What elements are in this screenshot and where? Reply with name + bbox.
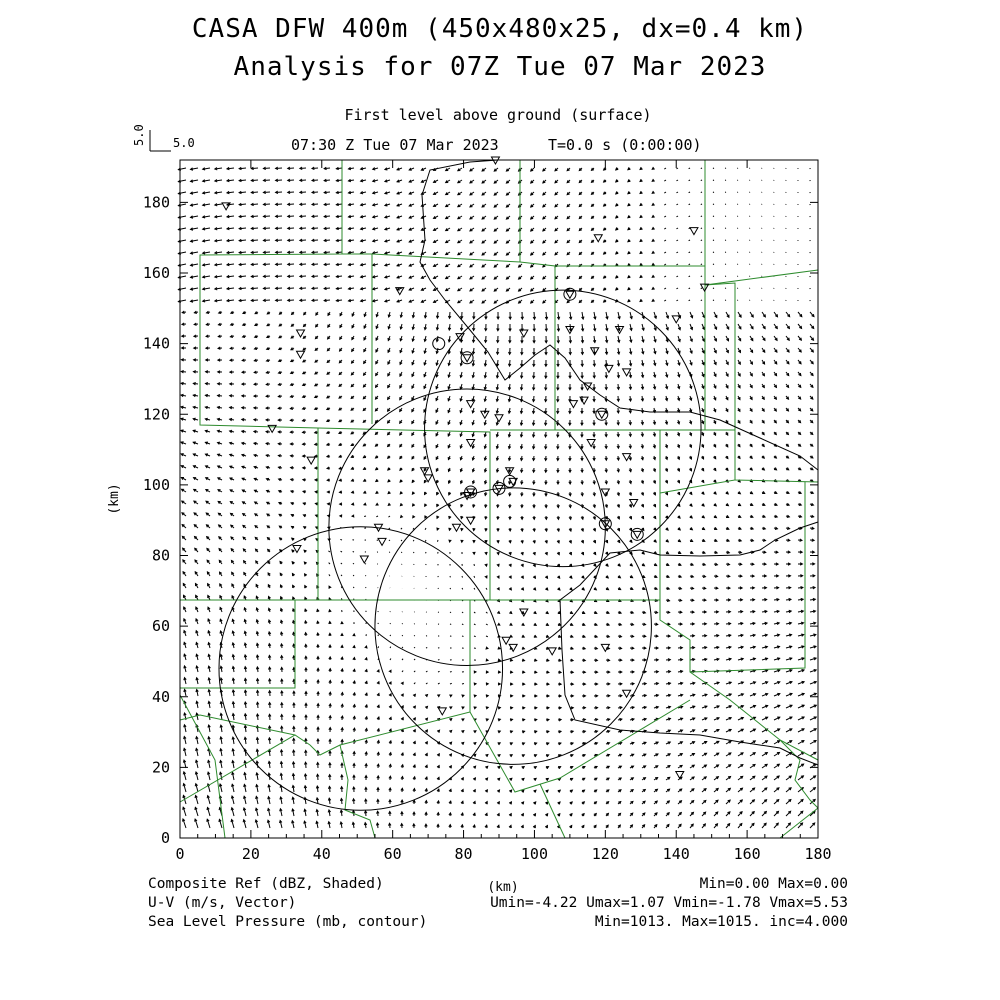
wind-vector: [474, 624, 476, 625]
wind-vector: [713, 276, 714, 277]
wind-vector: [676, 168, 678, 169]
wind-vector: [341, 575, 342, 576]
wind-vector: [689, 204, 690, 205]
wind-vector: [414, 647, 415, 648]
wind-vector: [701, 264, 702, 265]
wind-vector: [701, 240, 702, 241]
wind-vector: [474, 588, 475, 590]
wind-vector: [340, 539, 342, 540]
wind-vector-head: [485, 564, 487, 567]
elapsed-label: T=0.0 s (0:00:00): [548, 136, 702, 154]
wind-vector: [713, 168, 714, 169]
wind-vector: [701, 204, 702, 205]
wind-vector: [402, 635, 403, 636]
wind-vector: [664, 276, 666, 277]
wind-vector-field: [178, 167, 816, 828]
wind-vector: [462, 588, 463, 589]
wind-vector: [689, 276, 690, 277]
wind-vector: [414, 635, 415, 636]
wind-vector-head: [485, 575, 487, 578]
wind-vector: [413, 552, 414, 553]
wind-vector: [414, 671, 415, 672]
wind-vector: [676, 192, 678, 193]
wind-vector-head: [365, 646, 367, 649]
wind-vector-head: [364, 503, 367, 505]
wind-vector-head: [498, 647, 501, 649]
wind-vector: [353, 563, 354, 564]
wind-vector: [365, 575, 366, 576]
wind-vector: [328, 551, 330, 552]
wind-vector: [353, 575, 354, 576]
wind-vector: [701, 276, 702, 277]
wind-vector-head: [485, 647, 488, 649]
wind-vector: [401, 540, 402, 541]
wind-vector: [486, 612, 487, 613]
time-label: 07:30 Z Tue 07 Mar 2023: [291, 136, 499, 154]
wind-vector-head: [449, 695, 452, 697]
wind-vector-head: [437, 527, 439, 530]
wind-vector: [378, 646, 379, 648]
wind-vector: [713, 180, 714, 181]
wind-vector: [414, 683, 415, 684]
wind-vector: [486, 624, 488, 625]
wind-vector: [390, 658, 391, 660]
wind-vector: [664, 240, 666, 241]
wind-vector: [425, 528, 426, 530]
wind-vector-head: [352, 515, 354, 517]
wind-vector: [713, 192, 714, 193]
wind-vector: [474, 612, 475, 613]
wind-vector: [462, 624, 463, 625]
wind-vector: [414, 659, 415, 660]
wind-vector: [713, 216, 714, 217]
wind-vector: [713, 252, 714, 253]
vector-key-vertical-label: 5.0: [132, 124, 146, 146]
wind-vector: [389, 540, 390, 541]
wind-vector: [402, 659, 403, 660]
wind-vector: [413, 540, 414, 541]
wind-vector: [329, 574, 330, 576]
wind-vector-head: [461, 707, 464, 709]
wind-vector: [462, 576, 463, 578]
wind-vector: [676, 216, 678, 217]
vector-key-horizontal-label: 5.0: [173, 136, 195, 150]
wind-vector: [438, 671, 440, 672]
wind-vector: [713, 288, 714, 289]
level-label: First level above ground (surface): [344, 106, 652, 124]
wind-vector: [689, 192, 690, 193]
wind-vector: [450, 683, 452, 684]
wind-vector: [701, 300, 702, 301]
wind-vector: [450, 588, 451, 589]
wind-vector: [486, 588, 487, 590]
wind-vector: [689, 240, 690, 241]
wind-vector: [689, 168, 690, 169]
wind-vector: [676, 180, 678, 181]
wind-vector: [701, 228, 702, 229]
wind-vector: [713, 264, 714, 265]
wind-vector: [701, 168, 702, 169]
wind-vector: [401, 528, 402, 529]
wind-vector: [664, 252, 666, 253]
wind-vector: [701, 288, 702, 289]
wind-vector: [329, 563, 330, 564]
wind-vector: [664, 180, 666, 181]
wind-vector-head: [389, 682, 391, 685]
wind-vector-head: [497, 575, 499, 578]
chart-subtitle: Analysis for 07Z Tue 07 Mar 2023: [233, 52, 767, 82]
wind-vector: [713, 204, 714, 205]
wind-vector: [376, 516, 378, 517]
chart-title: CASA DFW 400m (450x480x25, dx=0.4 km): [191, 14, 809, 44]
wind-vector: [389, 528, 390, 529]
wind-vector: [353, 587, 354, 588]
wind-vector: [388, 516, 390, 517]
wind-vector-head: [461, 695, 464, 697]
wind-vector: [664, 288, 666, 289]
wind-vector: [676, 276, 678, 277]
wind-vector: [474, 576, 475, 578]
wind-vector: [713, 300, 714, 301]
wind-vector: [689, 300, 690, 301]
wind-vector: [676, 300, 678, 301]
wind-vector: [689, 264, 690, 265]
wind-vector: [676, 228, 678, 229]
wind-vector: [341, 551, 342, 552]
wind-vector-head: [509, 576, 511, 579]
wind-vector: [402, 671, 403, 672]
wind-vector: [438, 683, 440, 684]
wind-vector: [664, 168, 666, 169]
wind-vector: [450, 612, 451, 613]
wind-vector: [364, 516, 366, 517]
wind-vector: [713, 240, 714, 241]
wind-vector-head: [329, 586, 331, 589]
wind-vector: [425, 540, 426, 542]
wind-vector: [390, 635, 391, 636]
wind-vector: [701, 180, 702, 181]
wind-vector: [689, 180, 690, 181]
wind-vector: [676, 264, 678, 265]
wind-vector: [689, 288, 690, 289]
wind-vector: [664, 192, 666, 193]
wind-vector: [437, 540, 438, 542]
wind-vector: [664, 228, 666, 229]
wind-vector: [676, 204, 678, 205]
wind-vector-head: [474, 695, 477, 697]
wind-vector: [713, 228, 714, 229]
wind-vector: [341, 563, 342, 564]
wind-vector: [664, 216, 666, 217]
wind-vector: [664, 300, 666, 301]
wind-vector: [689, 216, 690, 217]
wind-vector: [486, 636, 488, 637]
wind-vector: [689, 252, 690, 253]
wind-vector: [402, 647, 403, 648]
vector-key: [132, 124, 195, 151]
wind-vector: [701, 216, 702, 217]
wind-vector: [676, 288, 678, 289]
wind-vector: [402, 623, 403, 624]
wind-vector: [701, 192, 702, 193]
wind-vector: [426, 683, 427, 684]
wind-vector-head: [474, 707, 477, 709]
wind-vector: [701, 252, 702, 253]
wind-vector-head: [449, 540, 451, 542]
wind-vector: [390, 647, 391, 648]
wind-vector: [664, 264, 666, 265]
wind-vector: [676, 252, 678, 253]
wind-vector: [676, 240, 678, 241]
wind-vector: [664, 204, 666, 205]
wind-vector: [474, 636, 476, 637]
wind-vector: [426, 671, 427, 672]
wind-vector: [462, 612, 463, 613]
wind-vector-head: [377, 670, 379, 673]
wind-vector: [401, 552, 402, 553]
